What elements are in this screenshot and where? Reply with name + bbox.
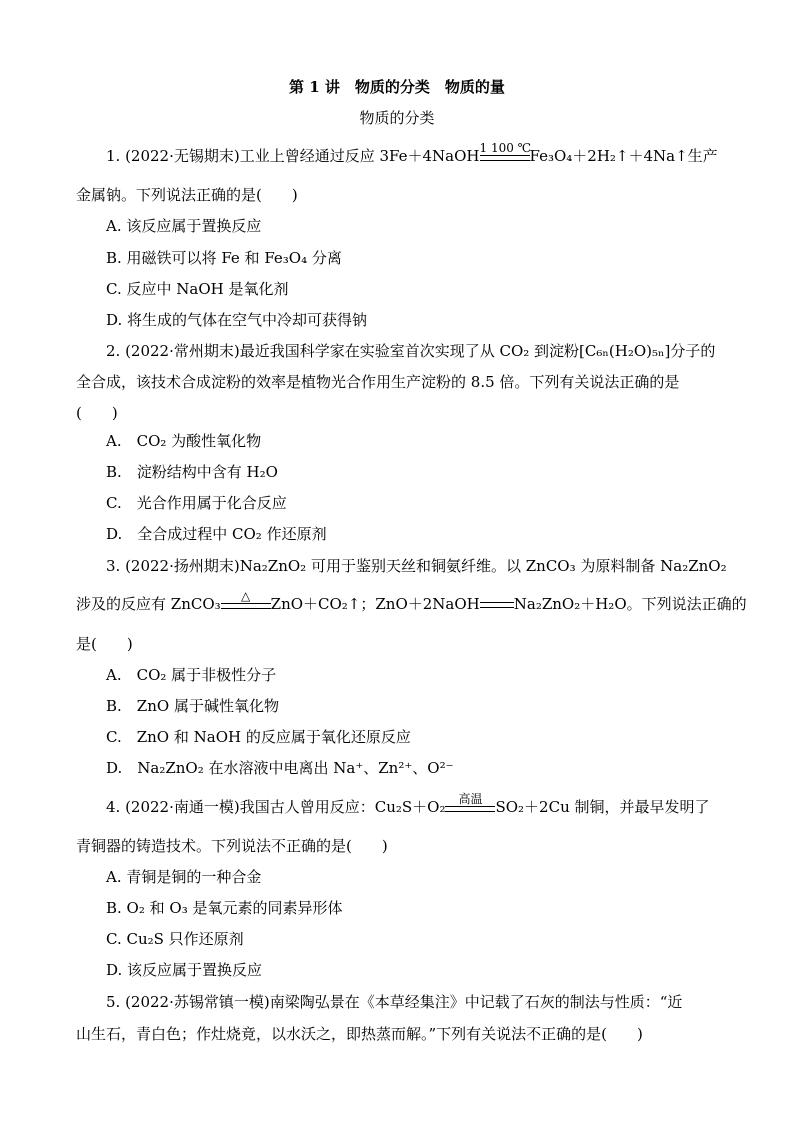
q1-text-b: Fe₃O₄＋2H₂↑＋4Na↑生产	[529, 147, 718, 165]
q1-option-b: B. 用磁铁可以将 Fe 和 Fe₃O₄ 分离	[106, 249, 342, 267]
question-1-line-2: 金属钠。下列说法正确的是( )	[76, 186, 298, 204]
q4-text-b: SO₂＋2Cu 制铜，并最早发明了	[495, 798, 710, 816]
q4-option-a: A. 青铜是铜的一种合金	[106, 868, 262, 886]
question-2-line-1: 2. (2022·常州期末)最近我国科学家在实验室首次实现了从 CO₂ 到淀粉[C₆ₙ(H₂O)₅ₙ]分子的	[106, 342, 716, 360]
q4-option-b: B. O₂ 和 O₃ 是氧元素的同素异形体	[106, 899, 343, 917]
q2-option-d: D. 全合成过程中 CO₂ 作还原剂	[106, 525, 327, 543]
reaction-condition: 1 100 ℃	[479, 141, 532, 155]
q3-text-a: 涉及的反应有 ZnCO₃	[76, 595, 221, 613]
q2-option-a: A. CO₂ 为酸性氧化物	[106, 432, 262, 450]
high-temp-label: 高温	[458, 792, 483, 806]
q2-option-c: C. 光合作用属于化合反应	[106, 494, 287, 512]
q1-option-c: C. 反应中 NaOH 是氧化剂	[106, 280, 289, 298]
question-2-line-2: 全合成，该技术合成淀粉的效率是植物光合作用生产淀粉的 8.5 倍。下列有关说法正确的是	[76, 373, 680, 391]
q3-option-c: C. ZnO 和 NaOH 的反应属于氧化还原反应	[106, 728, 411, 746]
question-3-line-2	[76, 589, 747, 615]
q3-text-b: ZnO＋CO₂↑；ZnO＋2NaOH	[270, 595, 480, 613]
q3-option-d: D. Na₂ZnO₂ 在水溶液中电离出 Na⁺、Zn²⁺、O²⁻	[106, 759, 454, 777]
equals-sign	[480, 602, 514, 608]
heating-arrow	[221, 589, 271, 615]
q4-text-a: 4. (2022·南通一模)我国古人曾用反应：Cu₂S＋O₂	[106, 798, 446, 816]
section-title: 物质的分类	[359, 109, 435, 127]
q3-text-c: Na₂ZnO₂＋H₂O。下列说法正确的	[513, 595, 747, 613]
q4-option-d: D. 该反应属于置换反应	[106, 961, 263, 979]
question-4-line-2: 青铜器的铸造技术。下列说法不正确的是( )	[76, 837, 388, 855]
question-4-line-1	[106, 792, 710, 818]
q4-option-c: C. Cu₂S 只作还原剂	[106, 930, 244, 948]
question-5-line-2: 山生石，青白色；作灶烧竟，以水沃之，即热蒸而解。”下列有关说法不正确的是( )	[76, 1025, 643, 1043]
heating-symbol: △	[241, 589, 251, 603]
lesson-title: 第 1 讲 物质的分类 物质的量	[289, 78, 505, 96]
question-3-line-3: 是( )	[76, 635, 133, 653]
question-1-line-1	[106, 141, 718, 167]
q1-option-d: D. 将生成的气体在空气中冷却可获得钠	[106, 311, 368, 329]
q3-option-a: A. CO₂ 属于非极性分子	[106, 666, 277, 684]
q2-option-b: B. 淀粉结构中含有 H₂O	[106, 463, 278, 481]
q3-option-b: B. ZnO 属于碱性氧化物	[106, 697, 279, 715]
reaction-condition-arrow	[479, 141, 532, 167]
q1-text-a: 1. (2022·无锡期末)工业上曾经通过反应 3Fe＋4NaOH	[106, 147, 480, 165]
question-3-line-1: 3. (2022·扬州期末)Na₂ZnO₂ 可用于鉴别天丝和铜氨纤维。以 ZnCO₃ 为原料制备 Na₂ZnO₂	[106, 557, 727, 575]
question-5-line-1: 5. (2022·苏锡常镇一模)南梁陶弘景在《本草经集注》中记载了石灰的制法与性质：“近	[106, 993, 683, 1011]
high-temp-arrow	[445, 792, 495, 818]
q1-option-a: A. 该反应属于置换反应	[106, 217, 262, 235]
question-2-line-3: ( )	[76, 404, 118, 422]
